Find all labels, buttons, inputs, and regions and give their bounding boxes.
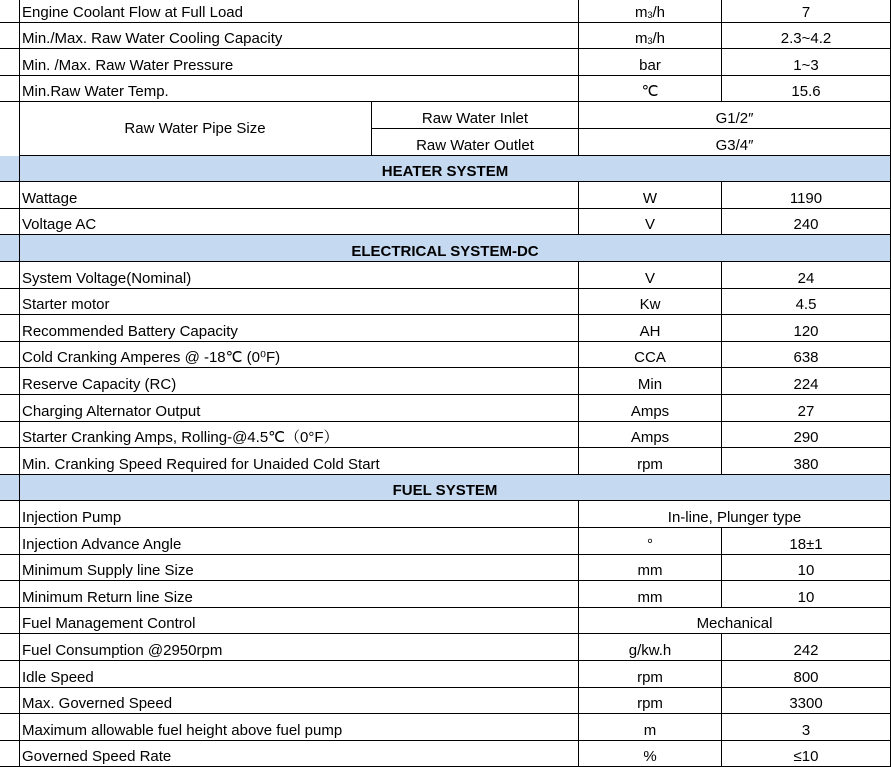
row-value: ≤10	[722, 741, 891, 767]
row-label: System Voltage(Nominal)	[19, 262, 579, 289]
row-margin-rule	[0, 554, 19, 555]
row-label: Voltage AC	[19, 209, 579, 236]
row-label: Fuel Consumption @2950rpm	[19, 634, 579, 661]
row-value: 4.5	[722, 289, 891, 316]
row-label: Starter Cranking Amps, Rolling-@4.5℃（0°F）	[19, 422, 579, 449]
row-value: 15.6	[722, 76, 891, 103]
row-label: Starter motor	[19, 289, 579, 316]
section-header: HEATER SYSTEM	[0, 156, 891, 183]
row-label: Charging Alternator Output	[19, 395, 579, 422]
row-label: Fuel Management Control	[19, 608, 579, 635]
row-value: 240	[722, 209, 891, 236]
row-margin-rule	[0, 75, 19, 76]
row-margin-rule	[0, 394, 19, 395]
row-label: Min. Cranking Speed Required for Unaided Cold Start	[19, 448, 579, 475]
row-value-span: In-line, Plunger type	[579, 501, 891, 528]
section-header: ELECTRICAL SYSTEM-DC	[0, 235, 891, 262]
row-unit: rpm	[579, 448, 722, 475]
row-label: Idle Speed	[19, 661, 579, 688]
row-label: Recommended Battery Capacity	[19, 315, 579, 342]
row-unit: rpm	[579, 688, 722, 715]
row-unit: g/kw.h	[579, 634, 722, 661]
row-label: Engine Coolant Flow at Full Load	[19, 0, 579, 23]
row-margin-rule	[0, 314, 19, 315]
row-value: 1190	[722, 182, 891, 209]
pipe-sub-value: G1/2″	[579, 102, 891, 129]
row-unit: W	[579, 182, 722, 209]
row-label: Reserve Capacity (RC)	[19, 368, 579, 395]
row-label: Max. Governed Speed	[19, 688, 579, 715]
row-margin-rule	[0, 421, 19, 422]
row-unit: m $^3$ /h	[579, 23, 722, 50]
row-value: 27	[722, 395, 891, 422]
row-margin-rule	[0, 288, 19, 289]
row-margin-rule	[0, 101, 19, 102]
row-unit: Min	[579, 368, 722, 395]
row-margin-rule	[0, 367, 19, 368]
row-margin-rule	[0, 660, 19, 661]
pipe-sub-label: Raw Water Outlet	[372, 129, 579, 156]
row-value: 7	[722, 0, 891, 23]
row-value: 380	[722, 448, 891, 475]
row-label: Min.Raw Water Temp.	[19, 76, 579, 103]
row-value: 242	[722, 634, 891, 661]
row-margin-rule	[0, 48, 19, 49]
row-label: Injection Pump	[19, 501, 579, 528]
row-unit: V	[579, 209, 722, 236]
pipe-sub-label: Raw Water Inlet	[372, 102, 579, 129]
row-value: 638	[722, 342, 891, 369]
row-unit: °	[579, 528, 722, 555]
row-label: Minimum Return line Size	[19, 581, 579, 608]
row-label: Minimum Supply line Size	[19, 555, 579, 582]
row-label: Cold Cranking Amperes @ -18℃ (0⁰F)	[19, 342, 579, 369]
row-value: 3300	[722, 688, 891, 715]
row-margin-rule	[0, 687, 19, 688]
row-unit: AH	[579, 315, 722, 342]
row-unit: %	[579, 741, 722, 767]
row-unit: mm	[579, 581, 722, 608]
row-value: 224	[722, 368, 891, 395]
row-value: 3	[722, 714, 891, 741]
row-unit: Amps	[579, 395, 722, 422]
row-label: Injection Advance Angle	[19, 528, 579, 555]
row-unit: Amps	[579, 422, 722, 449]
row-unit: mm	[579, 555, 722, 582]
row-margin-rule	[0, 22, 19, 23]
row-margin-rule	[0, 341, 19, 342]
row-margin-rule	[0, 580, 19, 581]
pipe-sub-value: G3/4″	[579, 129, 891, 156]
row-value: 1~3	[722, 49, 891, 76]
row-value: 10	[722, 581, 891, 608]
row-margin-rule	[0, 633, 19, 634]
row-margin-rule	[0, 740, 19, 741]
row-unit: bar	[579, 49, 722, 76]
row-value: 800	[722, 661, 891, 688]
row-unit: rpm	[579, 661, 722, 688]
row-value: 18±1	[722, 528, 891, 555]
row-margin-rule	[0, 527, 19, 528]
row-unit: Kw	[579, 289, 722, 316]
row-value: 2.3~4.2	[722, 23, 891, 50]
row-margin-rule	[0, 607, 19, 608]
row-value: 10	[722, 555, 891, 582]
row-margin-rule	[0, 713, 19, 714]
section-header: FUEL SYSTEM	[0, 475, 891, 502]
row-unit: ℃	[579, 76, 722, 103]
table-left-border	[19, 0, 20, 767]
row-margin-rule	[0, 208, 19, 209]
row-unit: V	[579, 262, 722, 289]
row-unit: CCA	[579, 342, 722, 369]
row-unit: m	[579, 714, 722, 741]
row-unit: m $^3$ /h	[579, 0, 722, 23]
row-label: Wattage	[19, 182, 579, 209]
pipe-size-label: Raw Water Pipe Size	[19, 102, 372, 155]
row-value: 290	[722, 422, 891, 449]
row-label: Governed Speed Rate	[19, 741, 579, 767]
row-label: Min./Max. Raw Water Cooling Capacity	[19, 23, 579, 50]
row-value: 24	[722, 262, 891, 289]
row-value: 120	[722, 315, 891, 342]
row-label: Maximum allowable fuel height above fuel pump	[19, 714, 579, 741]
row-value-span: Mechanical	[579, 608, 891, 635]
row-margin-rule	[0, 447, 19, 448]
row-label: Min. /Max. Raw Water Pressure	[19, 49, 579, 76]
